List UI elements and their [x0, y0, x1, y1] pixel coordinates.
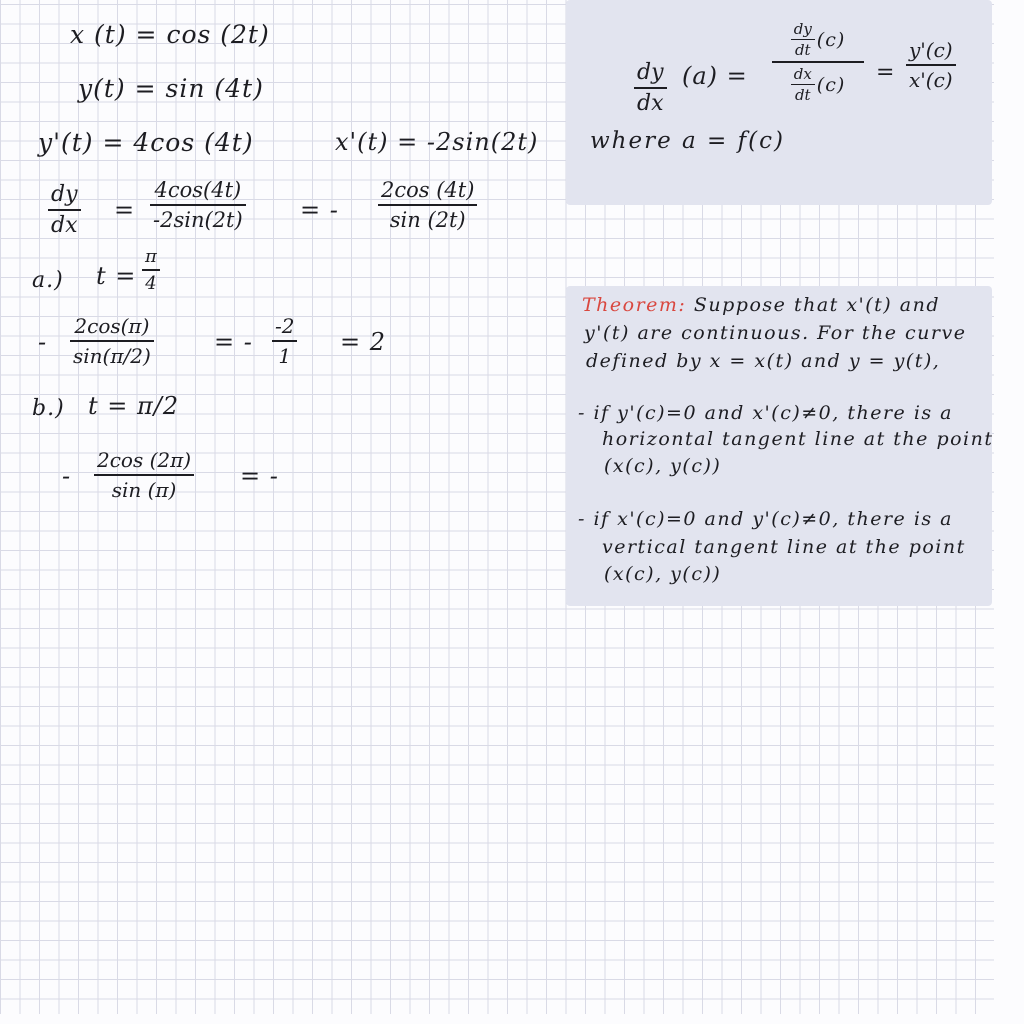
- theorem-bullet-1-line-3: (x(c), y(c)): [604, 455, 722, 477]
- x-prime: x'(t) = -2sin(2t): [335, 128, 539, 156]
- formula-inner-top-fraction: [791, 20, 815, 59]
- part-b-expr-num: 2cos (2π): [97, 448, 192, 472]
- formula-lhs-num: dy: [637, 60, 664, 85]
- y-prime: y'(t) = 4cos (4t): [38, 128, 254, 157]
- formula-inner-top-num: dy: [793, 20, 812, 38]
- dydx-lhs-num: dy: [51, 182, 78, 207]
- formula-rhs-fraction: [906, 38, 956, 92]
- dydx-eq2: = -: [300, 196, 339, 224]
- theorem-bullet-2-line-2: vertical tangent line at the point: [602, 536, 966, 558]
- dydx-mid-num: 4cos(4t): [154, 178, 242, 202]
- part-a-label: a.): [32, 268, 64, 293]
- dydx-rhs-num: 2cos (4t): [381, 178, 475, 202]
- part-b-expr-den: sin (π): [111, 478, 177, 502]
- formula-inner-top-arg: (c): [816, 28, 846, 51]
- dydx-rhs-fraction: [378, 178, 477, 232]
- formula-inner-top-den: dt: [794, 41, 811, 59]
- formula-rhs-num: y'(c): [909, 38, 953, 62]
- part-a-t-den: 4: [145, 273, 157, 294]
- theorem-bullet-1-line-2: horizontal tangent line at the point: [602, 428, 994, 450]
- formula-eq: =: [876, 60, 896, 85]
- formula-lhs-arg: (a) =: [682, 62, 748, 90]
- theorem-line-1: [582, 294, 940, 316]
- part-a-expr-num: 2cos(π): [74, 314, 150, 338]
- part-a-value-fraction: [272, 314, 297, 368]
- dydx-mid-den: -2sin(2t): [153, 208, 243, 232]
- formula-inner-bottom-arg: (c): [816, 73, 846, 96]
- part-a-value-num: -2: [275, 314, 295, 338]
- theorem-title: Theorem:: [582, 294, 687, 316]
- formula-inner-bottom-fraction: [791, 65, 815, 104]
- dydx-rhs-den: sin (2t): [389, 208, 466, 232]
- dydx-eq1: =: [114, 196, 136, 224]
- part-a-value-den: 1: [278, 344, 292, 368]
- formula-inner-bottom-num: dx: [793, 65, 812, 83]
- theorem-bullet-2-line-1: - if x'(c)=0 and y'(c)≠0, there is a: [578, 508, 954, 530]
- theorem-line-3: defined by x = x(t) and y = y(t),: [586, 350, 941, 372]
- formula-lhs-fraction: [634, 60, 667, 116]
- formula-where: where a = f(c): [590, 128, 785, 154]
- part-a-result: = 2: [340, 328, 387, 356]
- part-b-t: t = π/2: [88, 392, 180, 420]
- part-a-eq1: = -: [214, 328, 253, 356]
- part-b-label: b.): [32, 396, 65, 421]
- theorem-bullet-2-line-3: (x(c), y(c)): [604, 563, 722, 585]
- part-a-expr-fraction: [70, 314, 154, 368]
- part-a-t-fraction: [142, 246, 160, 294]
- part-b-neg: -: [62, 462, 72, 490]
- part-a-expr-den: sin(π/2): [73, 344, 151, 368]
- part-b-tail: = -: [240, 462, 279, 490]
- part-a-neg: -: [38, 328, 48, 356]
- formula-lhs-den: dx: [637, 91, 664, 116]
- dydx-mid-fraction: [150, 178, 246, 232]
- theorem-line-2: y'(t) are continuous. For the curve: [584, 322, 967, 344]
- formula-inner-bottom-den: dt: [794, 86, 811, 104]
- theorem-line-1-text: Suppose that x'(t) and: [693, 294, 940, 316]
- part-a-t-num: π: [145, 246, 157, 267]
- theorem-bullet-1-line-1: - if y'(c)=0 and x'(c)≠0, there is a: [578, 402, 954, 424]
- dydx-lhs-den: dx: [51, 213, 78, 238]
- dydx-lhs-fraction: [48, 182, 81, 238]
- part-b-expr-fraction: [94, 448, 194, 502]
- x-definition: x (t) = cos (2t): [70, 20, 270, 49]
- formula-rhs-den: x'(c): [909, 68, 953, 92]
- part-a-t: t =: [96, 262, 137, 290]
- formula-compound-fraction: [772, 20, 864, 104]
- y-definition: y(t) = sin (4t): [78, 74, 264, 103]
- page-right-margin: [994, 0, 1024, 1024]
